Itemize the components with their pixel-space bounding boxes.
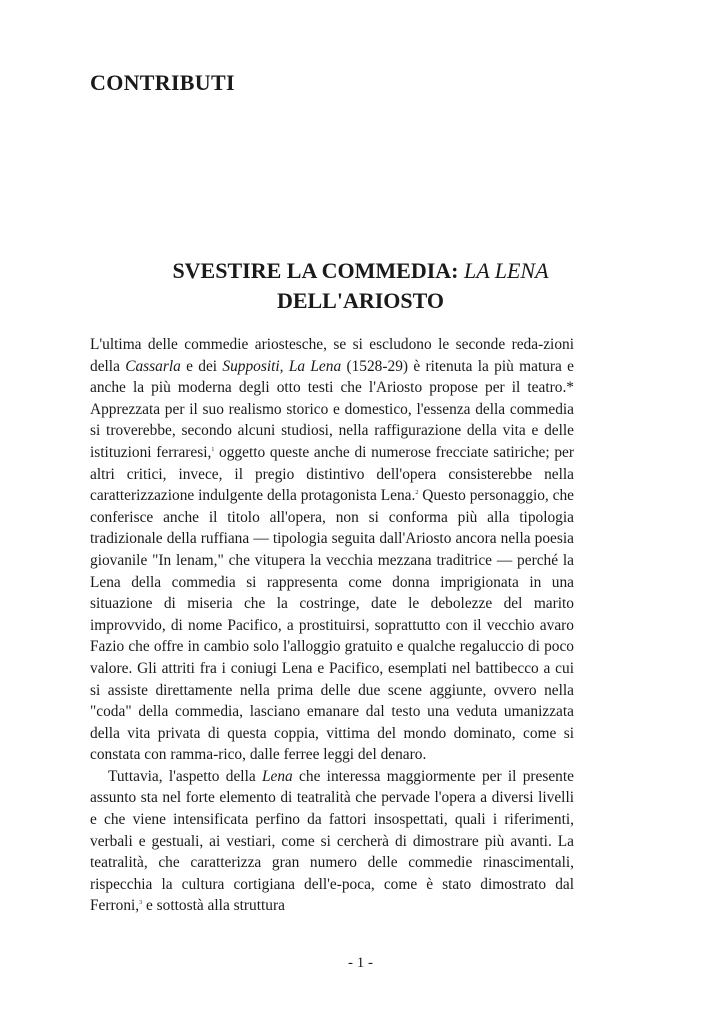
footnote-ref-2: 2 bbox=[415, 490, 419, 497]
text-run: e dei bbox=[180, 357, 223, 375]
text-run: e sottostà alla struttura bbox=[142, 897, 285, 915]
italic-title-suppositi-lena: Suppositi, La Lena bbox=[222, 357, 342, 375]
text-run: oggetto queste anche di numerose frecciate satiriche; per altri critici, invece, il pregio distintivo dell'opera consisterebbe nella caratterizzazione indulgente della protagonista Lena. bbox=[90, 443, 574, 505]
text-run: L'ultima delle commedie ariostesche, se si escludono le seconde reda-zioni della bbox=[90, 336, 574, 375]
italic-title-lena: Lena bbox=[261, 767, 293, 785]
article-title-main: SVESTIRE LA COMMEDIA: bbox=[172, 258, 459, 283]
article-title-line2: DELL'ARIOSTO bbox=[276, 288, 445, 313]
paragraph-1 bbox=[90, 334, 574, 766]
text-run: Questo personaggio, che conferisce anche il titolo all'opera, non si conforma più alla tipologia tradizionale della ruffiana — tipologia seguita dall'Ariosto ancora nella poesia giovanile "In lenam," che vitupera la vecchia mezzana traditrice — perché la Lena della commedia si rappresenta come donna imprigionata in una situazione di miseria che la costringe, date le debolezze del marito improvvido, di nome Pacifico, a prostituirsi, soprattutto con il vecchio avaro Fazio che offre in cambio solo l'alloggio gratuito e qualche regaluccio di poco valore. Gli attriti fra i coniugi Lena e Pacifico, esemplati nel battibecco a cui si assiste direttamente nella prima delle due scene aggiunte, ovvero nella "coda" della commedia, lasciano emanare dal testo una veduta umanizzata della vita privata di questa coppia, vittima del mondo dominato, come si constata con ramma-rico, dalle ferree leggi del denaro. bbox=[90, 487, 575, 764]
text-run: Tuttavia, l'aspetto della bbox=[108, 767, 262, 785]
page-number: - 1 - bbox=[348, 955, 373, 971]
text-run: che interessa maggiormente per il presente assunto sta nel forte elemento di teatralità che pervade l'opera a diversi livelli e che viene intensificata perfino da fattori insospettati, quali i riferimenti, verbali e gestuali, ai vestiari, come si cercherà di dimostrare più avanti. La teatralità, che caratterizza gran numero delle commedie rinascimentali, rispecchia la cultura cortigiana dell'e-poca, come è stato dimostrato dal Ferroni, bbox=[90, 767, 574, 915]
text-run: (1528-29) è ritenuta la più matura e anche la più moderna degli otto testi che l'Ariosto propose per il teatro.* Apprezzata per il suo realismo storico e domestico, l'essenza della commedia si troverebbe, secondo alcuni studiosi, nella raffigurazione della vita e delle istituzioni ferraresi, bbox=[90, 357, 575, 461]
article-title bbox=[90, 256, 631, 316]
article-body bbox=[90, 334, 574, 917]
italic-title-cassarla: Cassarla bbox=[125, 357, 181, 375]
footnote-ref-1: 1 bbox=[211, 446, 215, 453]
paragraph-2 bbox=[90, 766, 574, 917]
article-title-italic: LA LENA bbox=[463, 258, 549, 283]
section-title: CONTRIBUTI bbox=[90, 70, 235, 95]
footnote-ref-3: 3 bbox=[139, 900, 143, 907]
